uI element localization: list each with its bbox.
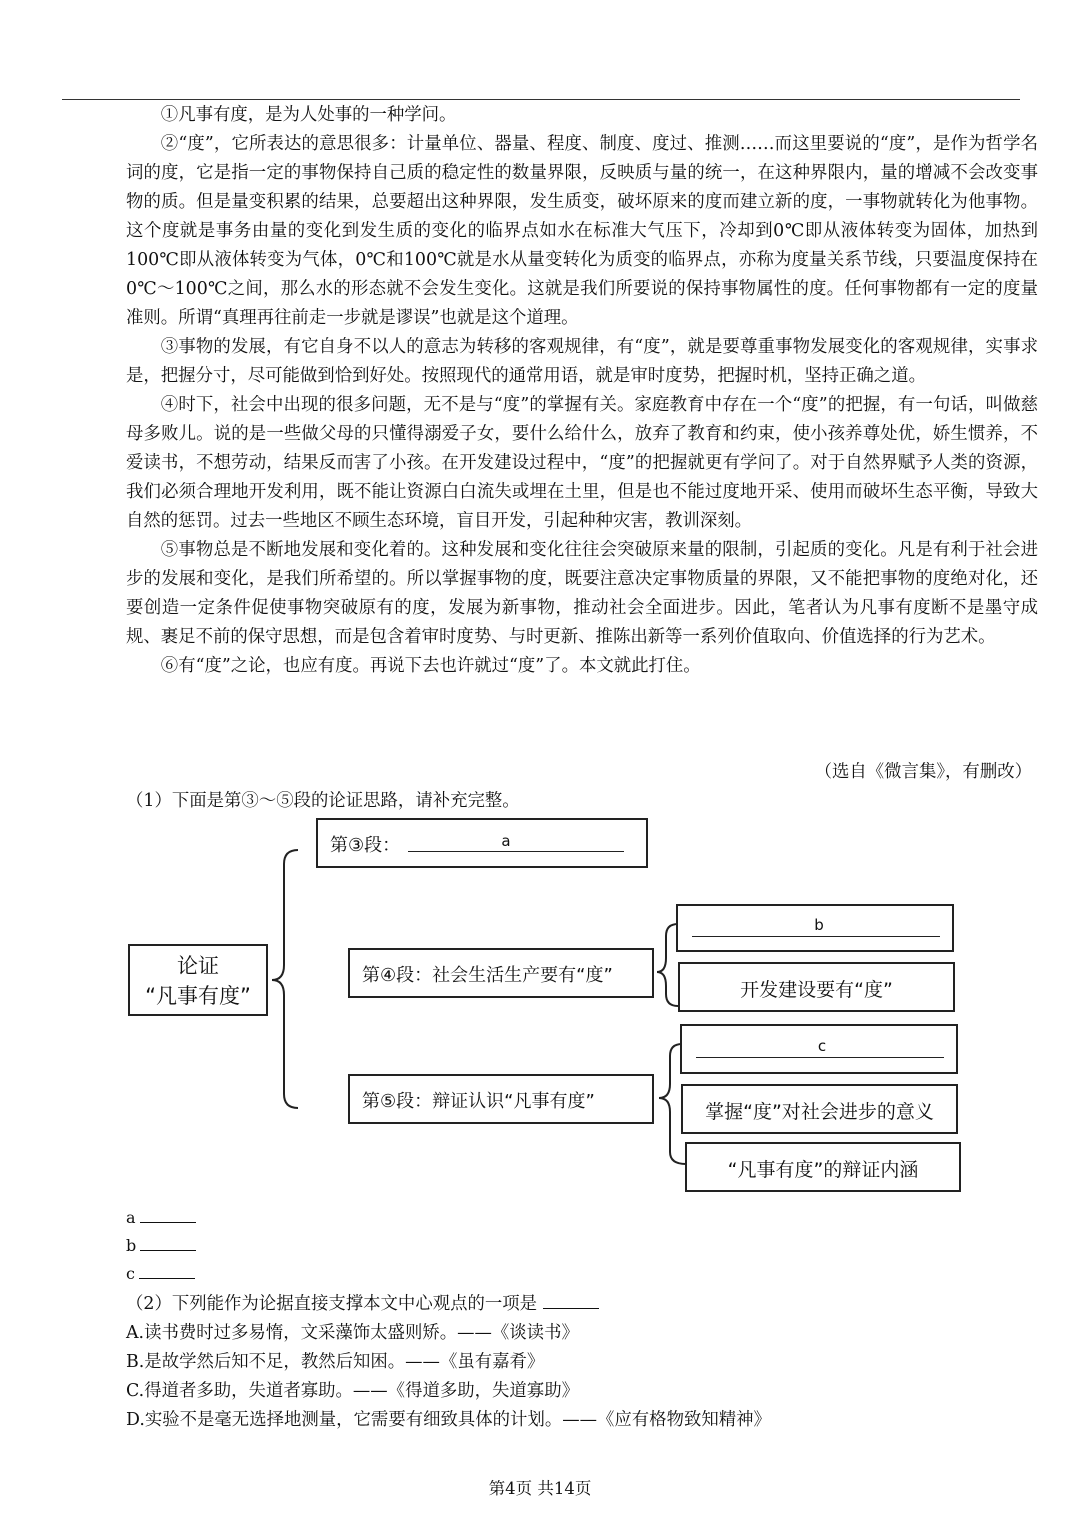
dialectic-node (685, 1142, 961, 1192)
answer-c (126, 1264, 195, 1283)
question-2-answer-line[interactable] (543, 1292, 599, 1309)
paragraph-5-label: 第⑤段：辩证认识“凡事有度” (362, 1091, 595, 1112)
answer-c-label: c (126, 1264, 135, 1283)
blank-b-letter: b (814, 916, 824, 934)
blank-c-line[interactable] (696, 1057, 944, 1058)
development-text: 开发建设要有“度” (740, 979, 893, 1001)
paragraph-5-node (348, 1074, 654, 1124)
blank-b-line[interactable] (692, 936, 940, 937)
answer-a-label: a (126, 1208, 136, 1227)
development-node (678, 962, 955, 1012)
question-2-prompt (126, 1289, 599, 1314)
paragraph-4-node (348, 948, 654, 998)
blank-c-letter: c (817, 1037, 827, 1055)
answer-b-line[interactable] (140, 1236, 196, 1251)
question-1-prompt: （1）下面是第③～⑤段的论证思路，请补充完整。 (126, 791, 520, 811)
paragraph-4: ④时下，社会中出现的很多问题，无不是与“度”的掌握有关。家庭教育中存在一个“度”的把握，有一句话，叫做慈母多败儿。说的是一些做父母的只懂得溺爱子女，要什么给什么，放弃了教育和约束，使小孩养尊处优，娇生惯养，不爱读书，不想劳动，结果反而害了小孩。在开发建设过程中，“度”的把握就更有学问了。对于自然界赋予人类的资源，我们必须合理地开发利用，既不能让资源白白流失或埋在土里，但是也不能过度地开采、使用而破坏生态平衡，导致大自然的惩罚。过去一些地区不顾生态环境，盲目开发，引起种种灾害，教训深刻。 (126, 395, 1038, 531)
paragraph-3-node (316, 818, 648, 868)
argument-diagram (120, 812, 970, 1202)
blank-b-node (676, 904, 954, 952)
page-footer: 第4页 共14页 (488, 1479, 592, 1498)
option-c: C.得道者多助，失道者寡助。——《得道多助，失道寡助》 (126, 1381, 579, 1401)
paragraph-5: ⑤事物总是不断地发展和变化着的。这种发展和变化往往会突破原来量的限制，引起质的变化。凡是有利于社会进步的发展和变化，是我们所希望的。所以掌握事物的度，既要注意决定事物质量的界限，又不能把事物的度绝对化，还要创造一定条件促使事物突破原有的度，发展为新事物，推动社会全面进步。因此，笔者认为凡事有度断不是墨守成规、裹足不前的保守思想，而是包含着审时度势、与时更新、推陈出新等一系列价值取向、价值选择的行为艺术。 (126, 540, 1038, 647)
root-line-2: “凡事有度” (145, 984, 251, 1008)
paragraph-3: ③事物的发展，有它自身不以人的意志为转移的客观规律，有“度”，就是要尊重事物发展变化的客观规律，实事求是，把握分寸，尽可能做到恰到好处。按照现代的通常用语，就是审时度势，把握时机，坚持正确之道。 (126, 337, 1038, 386)
answer-b (126, 1236, 196, 1255)
option-a: A.读书费时过多易惰，文采藻饰太盛则矫。——《谈读书》 (126, 1323, 579, 1343)
dialectic-text: “凡事有度”的辩证内涵 (727, 1159, 919, 1181)
blank-a-line[interactable] (408, 851, 624, 852)
p4-brace (657, 924, 678, 1006)
paragraph-1: ①凡事有度，是为人处事的一种学问。 (160, 105, 457, 125)
answer-c-line[interactable] (139, 1264, 195, 1279)
option-b: B.是故学然后知不足，教然后知困。——《虽有嘉肴》 (126, 1352, 545, 1372)
root-line-1: 论证 (177, 954, 219, 978)
paragraph-2: ②“度”，它所表达的意思很多：计量单位、器量、程度、制度、度过、推测……而这里要说的“度”，是作为哲学名词的度，它是指一定的事物保持自己质的稳定性的数量界限，反映质与量的统一，在这种界限内，量的增减不会改变事物的质。但是量变积累的结果，总要超出这种界限，发生质变，破坏原来的度而建立新的度，一事物就转化为他事物。这个度就是事务由量的变化到发生质的变化的临界点如水在标准大气压下，冷却到0℃即从液体转变为固体，加热到100℃即从液体转变为气体，0℃和100℃就是水从量变转化为质变的临界点，亦称为度量关系节线，只要温度保持在0℃～100℃之间，那么水的形态就不会发生变化。这就是我们所要说的保持事物属性的度。任何事物都有一定的度量准则。所谓“真理再往前走一步就是谬误”也就是这个道理。 (126, 134, 1038, 328)
paragraph-3-label: 第③段： (330, 835, 401, 856)
grasp-degree-node (681, 1084, 958, 1134)
blank-a-letter: a (501, 832, 511, 850)
option-d: D.实验不是毫无选择地测量，它需要有细致具体的计划。——《应有格物致知精神》 (126, 1410, 771, 1430)
header-rule (62, 99, 1020, 100)
grasp-degree-text: 掌握“度”对社会进步的意义 (705, 1101, 934, 1123)
root-node (128, 944, 268, 1016)
paragraph-6: ⑥有“度”之论，也应有度。再说下去也许就过“度”了。本文就此打住。 (160, 656, 701, 676)
answer-a (126, 1208, 196, 1227)
question-2-text: （2）下列能作为论据直接支撑本文中心观点的一项是 (126, 1294, 538, 1314)
answer-a-line[interactable] (140, 1208, 196, 1223)
main-brace (272, 850, 298, 1108)
article-source: （选自《微言集》，有删改） (814, 762, 1032, 782)
paragraph-4-label: 第④段：社会生活生产要有“度” (362, 965, 613, 986)
article-body (126, 101, 1038, 681)
blank-c-node (680, 1024, 958, 1074)
answer-b-label: b (126, 1236, 137, 1255)
